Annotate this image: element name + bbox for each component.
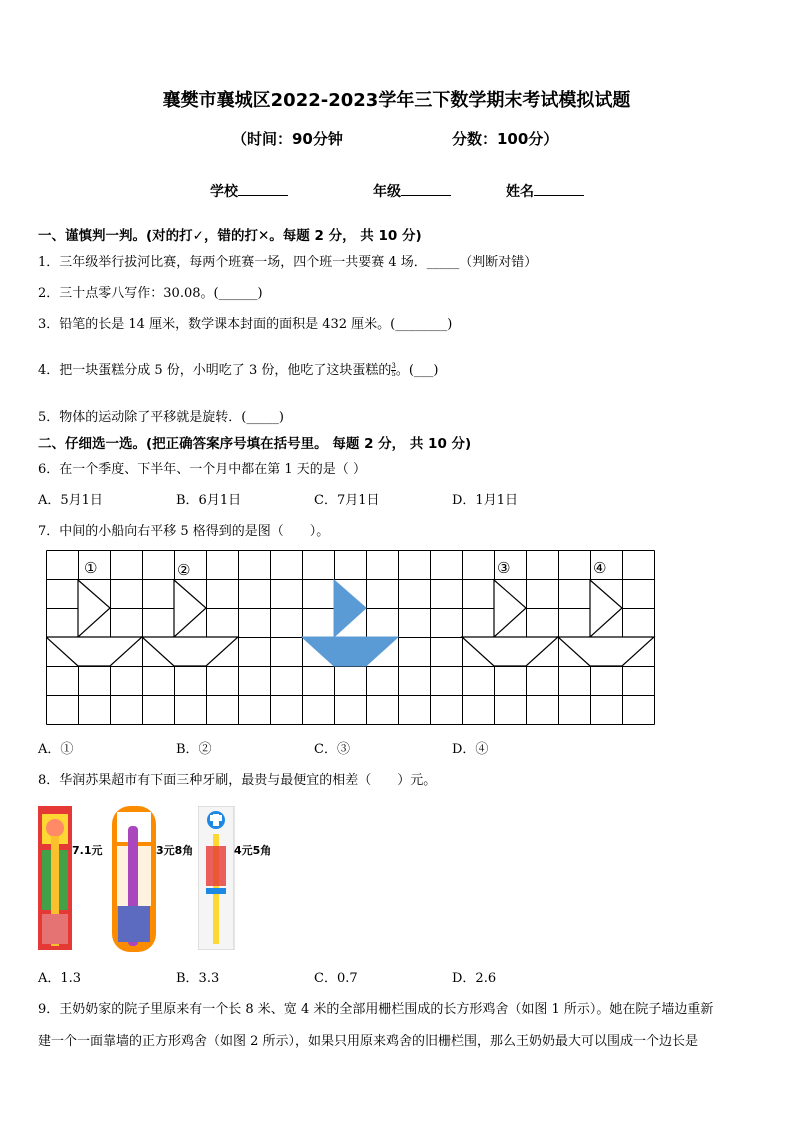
boat-translation-grid xyxy=(46,550,656,728)
question-8: 8．华润苏果超市有下面三种牙刷，最贵与最便宜的相差（ ）元。 xyxy=(38,773,437,788)
q7-option-b: B．② xyxy=(176,742,212,757)
question-4: 4．把一块蛋糕分成 5 份，小明吃了 3 份，他吃了这块蛋糕的 $\frac{3}{5}$ 。(___) xyxy=(38,362,439,378)
question-2: 2．三十点零八写作：30.08。(______) xyxy=(38,286,263,301)
time-label: （时间：90分钟 xyxy=(232,130,343,148)
name-label: 姓名 xyxy=(506,184,534,200)
q7-option-c: C．③ xyxy=(314,742,350,757)
q6-option-b: B．6月1日 xyxy=(176,493,242,508)
school-field xyxy=(210,181,288,201)
q8-option-b: B．3.3 xyxy=(176,971,220,986)
toothbrush-2-image xyxy=(112,806,158,952)
section-1-heading: 一、谨慎判一判。(对的打✓，错的打✕。每题 2 分， 共 10 分) xyxy=(38,228,422,244)
price-label-2: 3元8角 xyxy=(156,844,194,857)
q6-option-d: D．1月1日 xyxy=(452,493,518,508)
question-5: 5．物体的运动除了平移就是旋转．(_____) xyxy=(38,410,284,425)
figure-label-4: ④ xyxy=(593,559,607,577)
section-2-heading: 二、仔细选一选。(把正确答案序号填在括号里。 每题 2 分， 共 10 分) xyxy=(38,436,472,452)
boat-figure-1 xyxy=(46,580,142,666)
q8-option-d: D．2.6 xyxy=(452,971,497,986)
question-9-line-2: 建一个一面靠墙的正方形鸡舍（如图 2 所示），如果只用原来鸡舍的旧栅栏围，那么王奶奶最大可以围成一个边长是 xyxy=(38,1034,699,1049)
price-label-3: 4元5角 xyxy=(234,844,272,857)
toothbrush-3-image xyxy=(198,806,238,950)
question-7: 7．中间的小船向右平移 5 格得到的是图（ ）。 xyxy=(38,524,330,539)
boat-figure-3 xyxy=(462,580,558,666)
fraction-three-fifths: $\frac{3}{5}$ xyxy=(391,362,396,378)
school-label: 学校 xyxy=(210,184,238,200)
figure-label-2: ② xyxy=(177,561,191,579)
price-label-1: 7.1元 xyxy=(72,844,103,857)
grade-field xyxy=(373,181,451,201)
boat-figure-4 xyxy=(558,580,654,666)
q8-option-c: C．0.7 xyxy=(314,971,358,986)
page-title: 襄樊市襄城区2022-2023学年三下数学期末考试模拟试题 xyxy=(162,90,631,111)
question-9-line-1: 9．王奶奶家的院子里原来有一个长 8 米、宽 4 米的全部用栅栏围成的长方形鸡舍（如图 1 所示）。她在院子墙边重新 xyxy=(38,1002,714,1017)
toothbrush-1-image xyxy=(38,806,78,950)
grade-label: 年级 xyxy=(373,184,401,200)
q8-option-a: A．1.3 xyxy=(38,971,82,986)
q7-option-d: D．④ xyxy=(452,742,489,757)
figure-label-3: ③ xyxy=(497,559,511,577)
score-label: 分数：100分） xyxy=(452,130,559,148)
q6-option-c: C．7月1日 xyxy=(314,493,380,508)
question-1: 1．三年级举行拔河比赛，每两个班赛一场，四个班一共要赛 4 场．_____（判断对错） xyxy=(38,255,538,270)
name-field xyxy=(506,181,584,201)
question-6: 6．在一个季度、下半年、一个月中都在第 1 天的是（ ） xyxy=(38,462,366,477)
q7-option-a: A．① xyxy=(38,742,74,757)
figure-label-1: ① xyxy=(84,559,98,577)
question-3: 3．铅笔的长是 14 厘米，数学课本封面的面积是 432 厘米。(________) xyxy=(38,317,453,332)
boat-original-middle xyxy=(302,580,398,666)
boat-figure-2 xyxy=(142,580,238,666)
q6-option-a: A．5月1日 xyxy=(38,493,103,508)
